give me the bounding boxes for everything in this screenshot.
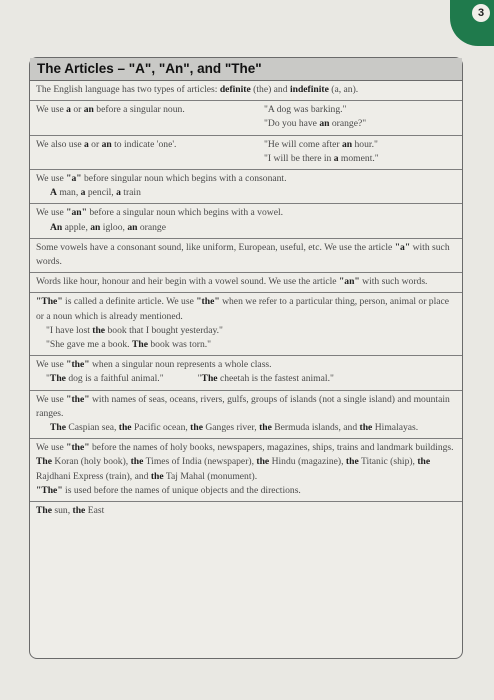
rule-text — [36, 295, 456, 323]
a-consonant-section — [30, 170, 462, 204]
text: igloo, — [100, 221, 128, 233]
bold-term: the — [345, 456, 359, 468]
text: We use — [36, 173, 67, 185]
example — [264, 138, 456, 152]
text: East — [85, 505, 105, 517]
text: "She gave me a book. — [46, 339, 132, 351]
bold-term: "The" — [36, 484, 63, 496]
text: Himalayas. — [372, 422, 419, 434]
rule-text — [36, 441, 456, 455]
rule-text — [36, 358, 456, 372]
rule-text — [36, 172, 456, 186]
text: hour." — [352, 138, 378, 150]
text: before a singular noun which begins with a vowel. — [86, 207, 284, 219]
text: Titanic (ship), — [358, 456, 418, 468]
page-corner-tab — [450, 0, 494, 46]
bold-term: indefinite — [289, 84, 329, 95]
text: "I have lost — [46, 324, 93, 336]
text: " — [46, 373, 50, 385]
text: before singular noun which begins with a consonant. — [81, 173, 287, 185]
page-number: 3 — [472, 4, 490, 22]
bold-term: "an" — [338, 276, 360, 288]
intro-section — [30, 81, 462, 101]
text: before the names of holy books, newspapers, magazines, ships, trains and landmark buildings. — [89, 442, 454, 454]
text: train — [120, 187, 141, 199]
vowel-sound-section — [30, 273, 462, 293]
bold-term: the — [417, 456, 431, 468]
bold-term: a — [116, 187, 121, 199]
text: Rajdhani Express (train), and — [36, 470, 151, 482]
rule-text — [36, 206, 456, 220]
bold-term: "the" — [66, 393, 90, 405]
bold-term: The — [49, 373, 66, 385]
one-section — [30, 136, 462, 170]
bold-term: an — [127, 221, 138, 233]
bold-term: The — [36, 456, 52, 468]
example — [264, 117, 456, 131]
text: man, — [56, 187, 81, 199]
text: We use — [36, 442, 67, 454]
examples — [264, 138, 456, 166]
bold-term: a — [83, 138, 89, 150]
text: Times of India (newspaper), — [143, 456, 257, 468]
text: is called a definite article. We use — [62, 296, 197, 308]
text: Bermuda islands, and — [271, 422, 360, 434]
text: moment." — [338, 152, 379, 164]
text: or — [70, 104, 84, 116]
text: sun, — [52, 505, 73, 517]
consonant-sound-section — [30, 239, 462, 273]
text: with names of seas, oceans, rivers, gulfs, groups of islands (not a single island) and mountain ranges. — [36, 393, 450, 419]
bold-term: "a" — [66, 173, 82, 185]
example — [36, 421, 456, 435]
bold-term: The — [201, 373, 218, 385]
text: Hindu (magazine), — [269, 456, 346, 468]
example — [36, 372, 456, 386]
bold-term: The — [50, 422, 66, 434]
text: pencil, — [85, 187, 117, 199]
bold-term: a — [80, 187, 86, 199]
text: The English language has two types of articles: — [36, 84, 220, 95]
bold-term: an — [90, 221, 101, 233]
bold-term: an — [101, 138, 112, 150]
bold-term: "the" — [66, 442, 90, 454]
a-an-section — [30, 101, 462, 135]
bold-term: definite — [219, 84, 251, 95]
bold-term: the — [190, 422, 203, 434]
bold-term: An — [50, 221, 63, 233]
text: Some vowels have a consonant sound, like uniform, European, useful, etc. We use the article — [36, 241, 395, 253]
text: We use — [36, 207, 67, 219]
text: when a singular noun represents a whole class. — [89, 359, 272, 371]
bold-term: "an" — [66, 207, 87, 219]
bold-term: "the" — [66, 359, 90, 371]
text: "Do you have — [264, 118, 320, 130]
text: (the) and — [250, 84, 290, 95]
bold-term: the — [92, 324, 106, 336]
bold-term: an — [83, 104, 94, 116]
text: Caspian sea, — [66, 422, 119, 434]
bold-term: the — [150, 470, 164, 482]
text: "I will be there in — [264, 152, 334, 164]
text: cheetah is the fastest animal." — [217, 373, 334, 385]
text: apple, — [62, 221, 91, 233]
bold-term: a — [333, 152, 339, 164]
bold-term: The — [36, 505, 52, 517]
text: dog is a faithful animal." — [65, 373, 164, 385]
text: before a singular noun. — [93, 104, 185, 116]
text: Words like hour, honour and heir begin with a vowel sound. We use the article — [36, 276, 339, 288]
articles-box — [29, 57, 463, 659]
text: Taj Mahal (monument). — [163, 470, 258, 482]
page-title: The Articles – "A", "An", and "The" — [30, 58, 462, 81]
bold-term: the — [118, 422, 132, 434]
example — [36, 221, 456, 235]
example — [36, 324, 456, 338]
rule-text — [36, 138, 264, 166]
whole-class-section — [30, 356, 462, 390]
rule-text — [36, 393, 456, 421]
example — [36, 338, 456, 352]
rule-text — [36, 484, 456, 498]
text: orange — [137, 221, 166, 233]
text: book was torn." — [147, 339, 212, 351]
text: " — [197, 373, 202, 385]
geography-section — [30, 391, 462, 440]
text: Koran (holy book), — [52, 456, 131, 468]
names-section — [30, 439, 462, 502]
bold-term: the — [72, 505, 86, 517]
text: to indicate 'one'. — [111, 138, 177, 150]
text: We use — [36, 104, 67, 116]
text: with such words. — [359, 276, 428, 288]
text: with such words. — [36, 241, 450, 268]
an-vowel-section — [30, 204, 462, 238]
text: We use — [36, 359, 67, 371]
rule-text — [36, 103, 264, 131]
text: We use — [36, 393, 67, 405]
text: "He will come after — [264, 138, 342, 150]
unique-example-section — [30, 502, 462, 521]
example — [264, 152, 456, 166]
text: Pacific ocean, — [131, 422, 191, 434]
text: when we refer to a particular thing, person, animal or place or a noun which is already mentioned. — [36, 296, 450, 322]
bold-term: the — [130, 456, 144, 468]
bold-term: an — [341, 138, 353, 150]
text: Ganges river, — [202, 422, 260, 434]
bold-term: the — [259, 422, 272, 434]
text: orange?" — [329, 118, 367, 130]
example — [36, 455, 456, 483]
examples — [264, 103, 456, 131]
bold-term: The — [131, 339, 148, 351]
definite-article-section — [30, 293, 462, 356]
text: We also use — [36, 138, 84, 150]
text: is used before the names of unique objects and the directions. — [62, 484, 301, 496]
text: book that I bought yesterday." — [105, 324, 223, 336]
bold-term: "a" — [394, 241, 411, 253]
bold-term: an — [319, 118, 330, 130]
text: or — [88, 138, 102, 150]
text: (a, an). — [328, 84, 359, 95]
bold-term: A — [50, 187, 57, 199]
example: "A dog was barking." — [264, 104, 347, 116]
bold-term: a — [66, 104, 71, 116]
bold-term: the — [359, 422, 373, 434]
bold-term: the — [256, 456, 270, 468]
bold-term: "The" — [36, 296, 63, 308]
bold-term: "the" — [196, 296, 220, 308]
example — [36, 186, 456, 200]
